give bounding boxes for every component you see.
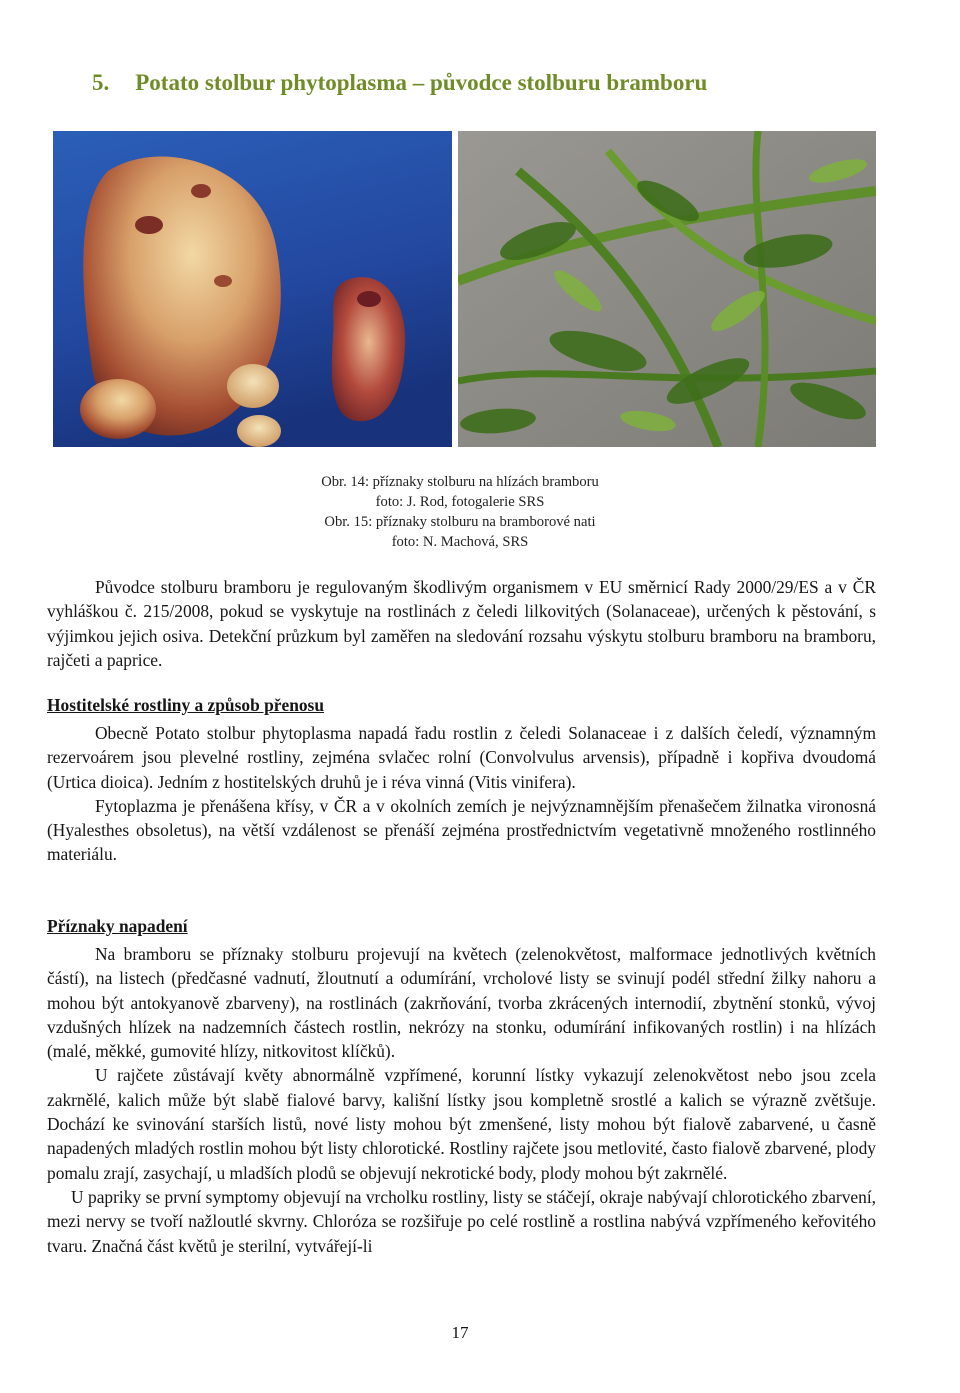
section-number: 5. bbox=[92, 70, 110, 95]
symptoms-heading: Příznaky napadení bbox=[47, 916, 188, 936]
caption-line: Obr. 15: příznaky stolburu na bramborové nati bbox=[324, 514, 596, 530]
potato-tubers-icon bbox=[53, 131, 452, 447]
caption-line: foto: J. Rod, fotogalerie SRS bbox=[375, 494, 545, 510]
figure-captions bbox=[0, 472, 920, 552]
potato-tubers-photo bbox=[53, 131, 452, 447]
intro-paragraph: Původce stolburu bramboru je regulovaným škodlivým organismem v EU směrnicí Rady 2000/29/ES a v ČR vyhláškou č. 215/2008, pokud se vyskytuje na rostlinách z čeledi lilkovitých (Solanaceae), určených k pěstování, s výjimkou jejich osiva. Detekční průzkum byl zaměřen na sledování rozsahu výskytu stolburu bramboru na bramboru, rajčeti a paprice. bbox=[47, 577, 876, 670]
symptoms-paragraph-1: Na bramboru se příznaky stolburu projevují na květech (zelenokvětost, malformace jednotlivých květních částí), na listech (předčasné vadnutí, žloutnutí a odumírání, vrcholové listy se svinují podél střední žilky nahoru a mohou být antokyanově zbarveny), na rostlinách (zakrňování, tvorba zkrácených internodií, zbytnění stonků, vývoj vzdušných hlízek na nadzemních částech rostlin, nekrózy na stonku, odumírání infikovaných rostlin) i na hlízách (malé, měkké, gumovité hlízy, nitkovitost klíčků). bbox=[47, 944, 876, 1062]
page-number: 17 bbox=[451, 1323, 469, 1342]
symptoms-paragraph-2: U rajčete zůstávají květy abnormálně vzpřímené, korunní lístky vykazují zelenokvětost nebo jsou zcela zakrnělé, kalich může být slabě fialové barvy, kališní lístky jsou kompletně srostlé a kalich se výrazně zvětšuje. Dochází ke svinování starších listů, nové listy mohou být zmenšené, listy mohou být fialově zabarvené, u časně napadených mladých rostlin mohou být listy chlorotické. Rostliny rajčete jsou metlovité, často fialově zbarvené, plody pomalu zrají, zasychají, u mladších plodů se objevují nekrotické body, plody mohou být zakrnělé. bbox=[47, 1065, 876, 1183]
caption-line: Obr. 14: příznaky stolburu na hlízách bramboru bbox=[321, 474, 599, 490]
hosts-paragraph-1: Obecně Potato stolbur phytoplasma napadá řadu rostlin z čeledi Solanaceae i z dalších čeledí, významným rezervoárem jsou plevelné rostliny, zejména svlačec rolní (Convolvulus arvensis), případně i kopřiva dvoudomá (Urtica dioica). Jedním z hostitelských druhů je i réva vinná (Vitis vinifera). bbox=[47, 723, 876, 792]
page-title bbox=[92, 70, 892, 96]
potato-haulm-icon bbox=[458, 131, 876, 447]
symptoms-paragraph-3: U papriky se první symptomy objevují na vrcholku rostliny, listy se stáčejí, okraje nabývají chlorotického zbarvení, mezi nervy se tvoří nažloutlé skvrny. Chloróza se rozšiřuje po celé rostlině a rostlina nabývá vzpřímeného keřovitého tvaru. Značná část květů je sterilní, vytvářejí-li bbox=[47, 1186, 876, 1256]
symptoms-section bbox=[47, 914, 876, 1258]
hosts-section bbox=[47, 693, 876, 867]
hosts-heading: Hostitelské rostliny a způsob přenosu bbox=[47, 695, 325, 715]
hosts-paragraph-2: Fytoplazma je přenášena křísy, v ČR a v okolních zemích je nejvýznamnějším přenašečem žilnatka vironosná (Hyalesthes obsoletus), na větší vzdálenost se přenáší zejména prostřednictvím vegetativně množeného rostlinného materiálu. bbox=[47, 795, 876, 865]
potato-haulm-photo bbox=[458, 131, 876, 447]
caption-line: foto: N. Machová, SRS bbox=[391, 534, 529, 550]
section-title: Potato stolbur phytoplasma – původce stolburu bramboru bbox=[135, 70, 708, 95]
intro-section bbox=[47, 575, 876, 672]
